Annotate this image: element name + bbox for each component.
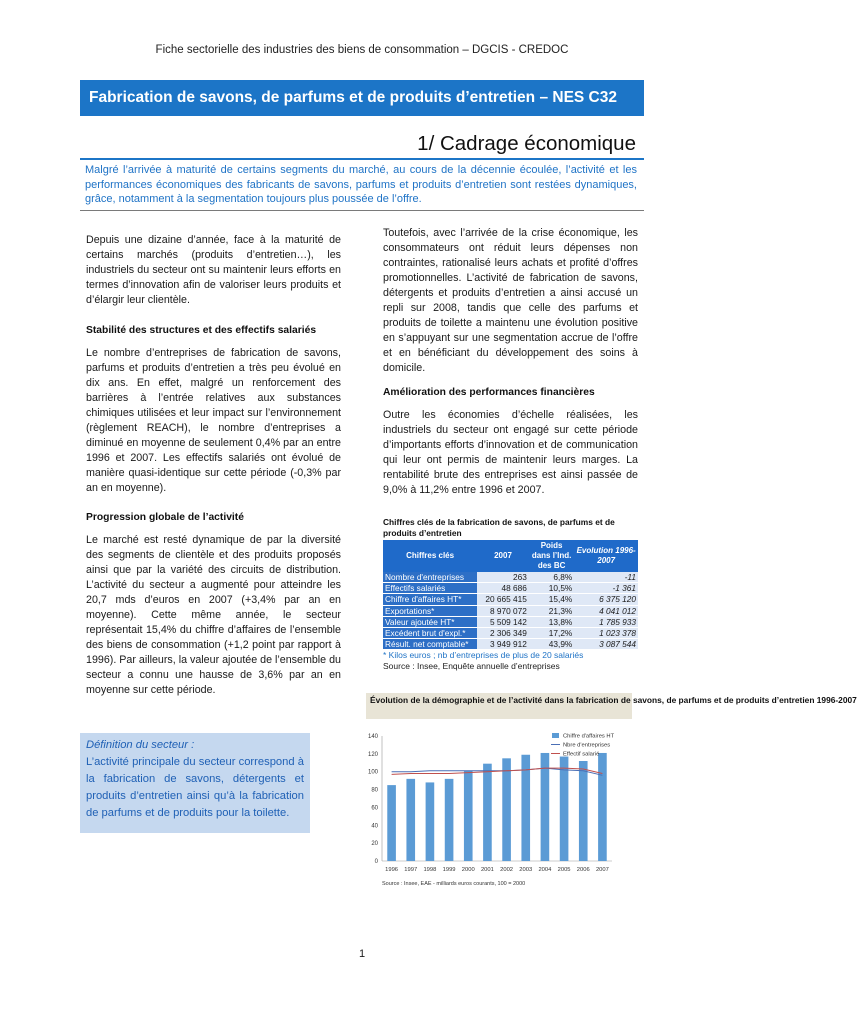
table-cell: 3 087 544 bbox=[574, 639, 638, 650]
x-tick-label: 2007 bbox=[595, 867, 609, 873]
x-tick-label: 2002 bbox=[500, 867, 514, 873]
table-cell: 1 785 933 bbox=[574, 616, 638, 627]
subheading-stabilite: Stabilité des structures et des effectifs salariés bbox=[86, 325, 317, 336]
y-tick-label: 20 bbox=[371, 841, 378, 848]
y-tick-label: 0 bbox=[374, 859, 378, 865]
subheading-progression: Progression globale de l’activité bbox=[86, 512, 244, 523]
table-cell: Excédent brut d'expl.* bbox=[383, 628, 477, 639]
bar-chiffre-affaires bbox=[521, 755, 530, 861]
y-tick-label: 40 bbox=[371, 823, 378, 830]
right-column bbox=[383, 226, 638, 498]
table-cell: -11 bbox=[574, 572, 638, 583]
table-cell: Chiffre d'affaires HT* bbox=[383, 594, 477, 605]
table-source: Source : Insee, Enquête annuelle d’entreprises bbox=[383, 661, 560, 671]
bar-chiffre-affaires bbox=[541, 753, 550, 861]
table-row bbox=[383, 616, 638, 627]
x-tick-label: 2003 bbox=[519, 867, 533, 873]
x-tick-label: 2005 bbox=[557, 867, 571, 873]
table-header-cell: Evolution 1996-2007 bbox=[574, 540, 638, 572]
table-cell: 5 509 142 bbox=[477, 616, 529, 627]
y-tick-label: 120 bbox=[367, 751, 378, 758]
table-cell: 1 023 378 bbox=[574, 628, 638, 639]
x-tick-label: 1997 bbox=[404, 867, 418, 873]
table-header-cell: Chiffres clés bbox=[383, 540, 477, 572]
bar-chiffre-affaires bbox=[387, 785, 396, 861]
definition-box bbox=[80, 733, 310, 833]
table-cell: 20 665 415 bbox=[477, 594, 529, 605]
chart-source: Source : Insee, EAE - milliards euros courants, 100 = 2000 bbox=[382, 881, 526, 887]
table-row bbox=[383, 583, 638, 594]
table-cell: 6 375 120 bbox=[574, 594, 638, 605]
definition-text: L’activité principale du secteur correspond à la fabrication de savons, détergents et produits d’entretien ainsi qu’à la fabrication de parfums et de produits pour la toilette. bbox=[86, 756, 304, 819]
bar-chiffre-affaires bbox=[483, 764, 492, 861]
x-tick-label: 2001 bbox=[480, 867, 494, 873]
bar-chiffre-affaires bbox=[598, 753, 607, 861]
table-cell: 43,9% bbox=[529, 639, 574, 650]
table-row bbox=[383, 605, 638, 616]
legend-label: Nbre d'entreprises bbox=[563, 742, 611, 749]
y-tick-label: 60 bbox=[371, 805, 378, 812]
x-tick-label: 2000 bbox=[461, 867, 475, 873]
intro-paragraph: Malgré l’arrivée à maturité de certains segments du marché, au cours de la décennie écoulée, l’activité et les performances économiques des fabricants de savons, parfums et produits d’entretien sont restées dynamiques, grâce, notamment à la segmentation toujours plus poussée de l’offre. bbox=[85, 164, 637, 205]
table-row bbox=[383, 628, 638, 639]
table-cell: Effectifs salariés bbox=[383, 583, 477, 594]
y-tick-label: 80 bbox=[371, 787, 378, 794]
table-cell: Résult. net comptable* bbox=[383, 639, 477, 650]
y-tick-label: 140 bbox=[367, 734, 378, 740]
x-tick-label: 2006 bbox=[576, 867, 590, 873]
table-row bbox=[383, 594, 638, 605]
document-title: Fabrication de savons, de parfums et de produits d’entretien – NES C32 bbox=[89, 89, 617, 106]
subheading-performances: Amélioration des performances financières bbox=[383, 387, 595, 398]
page-number: 1 bbox=[358, 948, 366, 960]
table-cell: 263 bbox=[477, 572, 529, 583]
table-title: Chiffres clés de la fabrication de savons, de parfums et de produits d’entretien bbox=[383, 517, 615, 538]
right-paragraph-1: Toutefois, avec l’arrivée de la crise économique, les consommateurs ont réduit leurs dépenses non contraintes, rationalisé leurs achats et profité d’offres promotionnelles. L’activité de fabrication de savons, détergents et produits d’entretien a ainsi accusé un repli sur 2008, tandis que celle des parfums et produits de toilette a maintenu une évolution positive en s’appuyant sur une segmentation accrue de l’offre et en bénéficiant du développement des soins à domicile. bbox=[383, 227, 638, 374]
table-cell: 6,8% bbox=[529, 572, 574, 583]
section-heading: 1/ Cadrage économique bbox=[417, 132, 636, 155]
right-paragraph-2: Outre les économies d’échelle réalisées, les industriels du secteur ont engagé sur cette période d’importants efforts d’innovation et de communication qui leur ont permis de maintenir leurs marges. La rentabilité brute des entreprises est ainsi passée de 9,0% à 11,2% entre 1996 et 2007. bbox=[383, 409, 638, 496]
table-note: * Kilos euros ; nb d’entreprises de plus de 20 salariés bbox=[383, 650, 584, 660]
bar-chiffre-affaires bbox=[560, 757, 569, 861]
table-cell: 21,3% bbox=[529, 605, 574, 616]
x-tick-label: 1996 bbox=[385, 867, 399, 873]
table-cell: 4 041 012 bbox=[574, 605, 638, 616]
x-tick-label: 2004 bbox=[538, 867, 552, 873]
table-cell: 13,8% bbox=[529, 616, 574, 627]
bar-chiffre-affaires bbox=[579, 761, 588, 861]
table-cell: 17,2% bbox=[529, 628, 574, 639]
legend-label: Effectif salarié bbox=[563, 751, 600, 758]
legend-swatch bbox=[552, 733, 559, 738]
intro-rule-top bbox=[80, 158, 644, 160]
chart-title: Évolution de la démographie et de l’activité dans la fabrication de savons, de parfums et de produits d’entretien 1996-2007 bbox=[366, 693, 632, 719]
table-cell: 10,5% bbox=[529, 583, 574, 594]
table-row bbox=[383, 639, 638, 650]
y-tick-label: 100 bbox=[367, 769, 378, 776]
left-paragraph-3: Le marché est resté dynamique de par la diversité des segments de clientèle et des produits proposés ainsi que par la variété des circuits de distribution. L’activité du secteur a augmenté pour atteindre les 20,7 mds d’euros en 2007 (+3,4% par an en moyenne). Cette même année, le secteur représentait 15,4% du chiffre d’affaires de l’ensemble des biens de consommation (+1,2 point par rapport à 1996). Par ailleurs, la valeur ajoutée de l’ensemble du secteur a connu une hausse de 3,6% par an en moyenne sur cette période. bbox=[86, 534, 341, 696]
x-tick-label: 1999 bbox=[442, 867, 456, 873]
table-cell: Nombre d'entreprises bbox=[383, 572, 477, 583]
table-cell: 2 306 349 bbox=[477, 628, 529, 639]
chart bbox=[360, 725, 640, 895]
bar-chiffre-affaires bbox=[406, 779, 415, 861]
table-row bbox=[383, 572, 638, 583]
table-cell: 8 970 072 bbox=[477, 605, 529, 616]
intro-rule-bottom bbox=[80, 210, 644, 211]
bar-chiffre-affaires bbox=[464, 771, 473, 861]
key-figures-table bbox=[383, 540, 638, 650]
table-header-cell: Poids dans l’Ind. des BC bbox=[529, 540, 574, 572]
table-cell: Valeur ajoutée HT* bbox=[383, 616, 477, 627]
table-header-cell: 2007 bbox=[477, 540, 529, 572]
bar-chiffre-affaires bbox=[426, 782, 435, 861]
definition-title: Définition du secteur : bbox=[86, 739, 195, 751]
bar-chiffre-affaires bbox=[502, 758, 511, 861]
bar-chiffre-affaires bbox=[445, 779, 454, 861]
table-cell: Exportations* bbox=[383, 605, 477, 616]
left-paragraph-1: Depuis une dizaine d’année, face à la maturité de certains marchés (produits d’entretien…), les industriels du secteur ont su maintenir leurs efforts en termes d’innovation afin de valoriser leurs produits et d’élargir leur clientèle. bbox=[86, 234, 341, 306]
table-cell: 48 686 bbox=[477, 583, 529, 594]
left-paragraph-2: Le nombre d’entreprises de fabrication de savons, parfums et produits d’entretien a très peu évolué en dix ans. En effet, malgré un renforcement des barrières à l’entrée relatives aux substances chimiques utilisées et leur impact sur l’environnement (règlement REACH), le nombre d’entreprises a diminué en moyenne de seulement 0,4% par an entre 1996 et 2007. Les effectifs salariés ont évolué de manière quasi-identique sur cette période (-0,3% par an en moyenne). bbox=[86, 347, 341, 494]
left-column bbox=[86, 233, 341, 698]
table-header-row bbox=[383, 540, 638, 572]
table-cell: 3 949 912 bbox=[477, 639, 529, 650]
table-cell: -1 361 bbox=[574, 583, 638, 594]
x-tick-label: 1998 bbox=[423, 867, 437, 873]
table-cell: 15,4% bbox=[529, 594, 574, 605]
document-header: Fiche sectorielle des industries des biens de consommation – DGCIS - CREDOC bbox=[155, 44, 569, 56]
legend-label: Chiffre d'affaires HT bbox=[563, 733, 615, 740]
